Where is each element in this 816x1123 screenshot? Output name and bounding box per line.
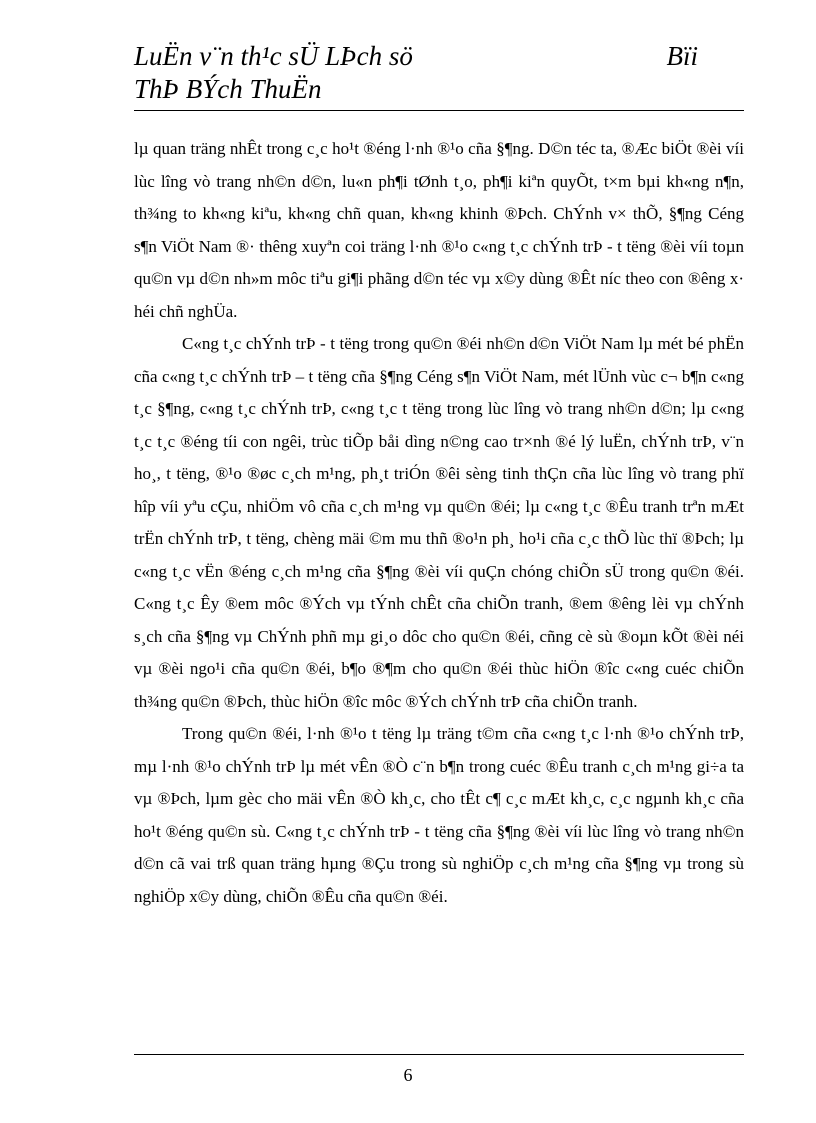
header-title <box>134 40 554 106</box>
header-divider <box>134 110 744 111</box>
page-header <box>134 40 744 108</box>
header-title-line-1: LuËn v¨n th¹c sÜ LÞch sö <box>134 41 413 71</box>
body-text <box>134 133 744 913</box>
footer-divider <box>134 1054 744 1055</box>
page-number: 6 <box>403 1065 413 1085</box>
header-author: Bïi <box>666 41 698 71</box>
header-title-line-2: ThÞ BÝch ThuËn <box>134 74 322 104</box>
paragraph-1: lµ quan träng nhÊt trong c¸c ho¹t ®éng l·nh ®¹o cña §¶ng. D©n téc ta, ®Æc biÖt ®èi víi lùc lîng vò trang nh©n d©n, lu«n ph¶i tØnh t¸o, ph¶i kiªn quyÕt, t×m bµi kh«ng n¶n, th¾ng to kh«ng kiªu, kh«ng chñ quan, kh«ng khinh ®Þch. ChÝnh v× thÕ, §¶ng Céng s¶n ViÖt Nam ®· thêng xuyªn coi träng l·nh ®¹o c«ng t¸c chÝnh trÞ - t tëng ®èi víi toµn qu©n vµ d©n nh»m môc tiªu gi¶i phãng d©n téc vµ x©y dùng ®Êt níc theo con ®êng x· héi chñ nghÜa. <box>134 139 744 321</box>
paragraph-3: Trong qu©n ®éi, l·nh ®¹o t tëng lµ träng t©m cña c«ng t¸c l·nh ®¹o chÝnh trÞ, mµ l·nh ®¹o chÝnh trÞ lµ mét vÊn ®Ò c¨n b¶n trong cuéc ®Êu tranh c¸ch m¹ng gi÷a ta vµ ®Þch, lµm gèc cho mäi vÊn ®Ò kh¸c, cho tÊt c¶ c¸c mÆt kh¸c, c¸c ngµnh kh¸c cña ho¹t ®éng qu©n sù. C«ng t¸c chÝnh trÞ - t tëng cña §¶ng ®èi víi lùc lîng vò trang nh©n d©n cã vai trß quan träng hµng ®Çu trong sù nghiÖp c¸ch m¹ng cña §¶ng vµ trong sù nghiÖp x©y dùng, chiÕn ®Êu cña qu©n ®éi. <box>134 724 744 906</box>
paragraph-2: C«ng t¸c chÝnh trÞ - t tëng trong qu©n ®éi nh©n d©n ViÖt Nam lµ mét bé phËn cña c«ng t¸c chÝnh trÞ – t tëng cña §¶ng Céng s¶n ViÖt Nam, mét lÜnh vùc c¬ b¶n c«ng t¸c §¶ng, c«ng t¸c chÝnh trÞ, c«ng t¸c t tëng trong lùc lîng vò trang nh©n d©n; lµ c«ng t¸c t¸c ®éng tíi con ngêi, trùc tiÕp båi dìng n©ng cao tr×nh ®é lý luËn, chÝnh trÞ, v¨n ho¸, t tëng, ®¹o ®øc c¸ch m¹ng, ph¸t triÓn ®êi sèng tinh thÇn cña lùc lîng vò trang phï hîp víi yªu cÇu, nhiÖm vô cña c¸ch m¹ng vµ qu©n ®éi; lµ c«ng t¸c ®Êu tranh trªn mÆt trËn chÝnh trÞ, t tëng, chèng mäi ©m mu thñ ®o¹n ph¸ ho¹i cña c¸c thÕ lùc thï ®Þch; lµ c«ng t¸c vËn ®éng c¸ch m¹ng cña §¶ng ®èi víi quÇn chóng chiÕn sÜ trong qu©n ®éi. C«ng t¸c Êy ®em môc ®Ých vµ tÝnh chÊt cña chiÕn tranh, ®em ®êng lèi vµ chÝnh s¸ch cña §¶ng vµ ChÝnh phñ mµ gi¸o dôc cho qu©n ®éi, cñng cè sù ®oµn kÕt ®èi néi vµ ®èi ngo¹i cña qu©n ®éi, b¶o ®¶m cho qu©n ®éi thùc hiÖn ®îc c«ng cuéc chiÕn th¾ng qu©n ®Þch, thùc hiÖn ®îc môc ®Ých chÝnh trÞ cña chiÕn tranh. <box>134 334 744 711</box>
